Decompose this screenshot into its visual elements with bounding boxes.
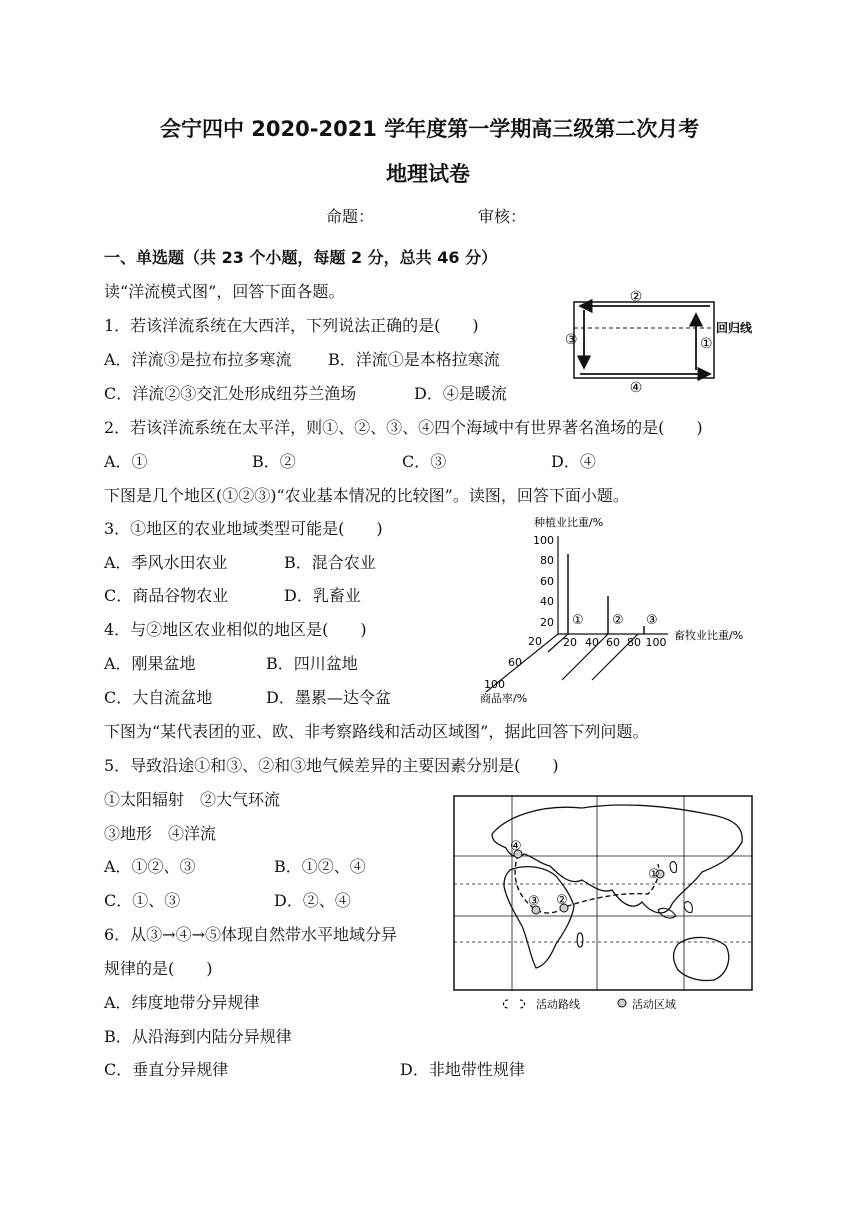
q1-stem: 1．若该洋流系统在大西洋，下列说法正确的是( ) bbox=[104, 316, 479, 335]
q5-option-b: B．①②、④ bbox=[274, 857, 366, 876]
y-tick: 20 bbox=[540, 616, 554, 629]
map-frame bbox=[454, 796, 752, 990]
page-title: 会宁四中 2020-2021 学年度第一学期高三级第二次月考 bbox=[160, 117, 700, 141]
q4-option-d: D．墨累—达令盆 bbox=[266, 688, 391, 707]
q1-option-c: C．洋流②③交汇处形成纽芬兰渔场 bbox=[104, 384, 357, 403]
q6-stem-line1: 6．从③→④→⑤体现自然带水平地域分异 bbox=[104, 925, 397, 944]
x-axis-label: 畜牧业比重/% bbox=[674, 629, 744, 642]
q5-factors-1: ①太阳辐射 ②大气环流 bbox=[104, 790, 281, 809]
q5-option-d: D．②、④ bbox=[274, 891, 351, 910]
q2-stem: 2．若该洋流系统在太平洋，则①、②、③、④四个海域中有世界著名渔场的是( ) bbox=[104, 418, 703, 437]
current-label-1: ① bbox=[700, 336, 713, 352]
area-legend-icon bbox=[618, 999, 626, 1007]
q6-option-b: B．从沿海到内陆分异规律 bbox=[104, 1027, 292, 1046]
q1-option-d: D．④是暖流 bbox=[414, 384, 507, 403]
z-tick: 60 bbox=[508, 656, 522, 669]
q6-option-c: C．垂直分异规律 bbox=[104, 1060, 229, 1079]
current-frame bbox=[574, 302, 714, 378]
ocean-current-diagram bbox=[560, 286, 770, 398]
intro-map: 下图为“某代表团的亚、欧、非考察路线和活动区域图”，据此回答下列问题。 bbox=[104, 722, 649, 741]
current-label-4: ④ bbox=[629, 380, 643, 396]
reviewer-label: 审核： bbox=[478, 207, 527, 226]
tropic-label: 回归线 bbox=[716, 321, 753, 335]
q4-stem: 4．与②地区农业相似的地区是( ) bbox=[104, 620, 367, 639]
x-tick: 80 bbox=[627, 636, 641, 649]
q5-stem: 5．导致沿途①和③、②和③地气候差异的主要因素分别是( ) bbox=[104, 756, 559, 775]
x-tick: 20 bbox=[563, 636, 577, 649]
agriculture-comparison-chart bbox=[470, 512, 770, 704]
z-tick: 100 bbox=[484, 678, 505, 691]
q1-option-b: B．洋流①是本格拉寒流 bbox=[328, 350, 500, 369]
q4-option-c: C．大自流盆地 bbox=[104, 688, 213, 707]
author-label: 命题： bbox=[326, 207, 375, 226]
island-outline bbox=[658, 908, 676, 918]
map-label-2: ② bbox=[556, 893, 568, 908]
q3-option-a: A．季风水田农业 bbox=[104, 553, 228, 572]
page-subtitle: 地理试卷 bbox=[386, 162, 470, 186]
madagascar-outline bbox=[577, 933, 583, 947]
y-tick: 100 bbox=[533, 534, 554, 547]
map-dashed-lines bbox=[454, 884, 752, 942]
q5-factors-2: ③地形 ④洋流 bbox=[104, 824, 217, 843]
q3-option-b: B．混合农业 bbox=[284, 553, 376, 572]
q4-option-b: B．四川盆地 bbox=[266, 654, 358, 673]
y-tick: 60 bbox=[540, 575, 554, 588]
point-1-label: ① bbox=[572, 613, 584, 628]
q5-option-c: C．①、③ bbox=[104, 891, 181, 910]
q6-option-d: D．非地带性规律 bbox=[400, 1060, 525, 1079]
map-label-4: ④ bbox=[510, 839, 522, 854]
map-grid bbox=[454, 796, 752, 990]
map-label-3: ③ bbox=[528, 894, 540, 909]
q2-option-c: C．③ bbox=[402, 452, 447, 471]
q6-option-a: A．纬度地带分异规律 bbox=[104, 993, 260, 1012]
route-legend-label: 活动路线 bbox=[536, 998, 580, 1011]
island-outline bbox=[684, 902, 692, 913]
route-legend-icon bbox=[504, 1000, 525, 1008]
x-tick: 40 bbox=[585, 636, 599, 649]
map-label-1: ① bbox=[648, 867, 660, 882]
x-tick: 60 bbox=[606, 636, 620, 649]
q4-option-a: A．刚果盆地 bbox=[104, 654, 196, 673]
africa-outline bbox=[504, 867, 574, 968]
y-tick: 80 bbox=[540, 554, 554, 567]
point-2-label: ② bbox=[612, 613, 624, 628]
q3-option-d: D．乳畜业 bbox=[284, 586, 361, 605]
q6-stem-line2: 规律的是( ) bbox=[104, 959, 213, 978]
point-3-label: ③ bbox=[646, 613, 658, 628]
australia-outline bbox=[674, 937, 729, 980]
q2-option-b: B．② bbox=[252, 452, 296, 471]
q3-option-c: C．商品谷物农业 bbox=[104, 586, 229, 605]
q2-option-d: D．④ bbox=[551, 452, 596, 471]
z-tick: 20 bbox=[528, 635, 542, 648]
q5-option-a: A．①②、③ bbox=[104, 857, 196, 876]
q3-stem: 3．①地区的农业地域类型可能是( ) bbox=[104, 519, 383, 538]
route-map bbox=[452, 794, 754, 1012]
current-label-3: ③ bbox=[565, 332, 578, 348]
q1-option-a: A．洋流③是拉布拉多寒流 bbox=[104, 350, 292, 369]
z-axis-label: 商品率/% bbox=[480, 692, 528, 704]
y-axis-label: 种植业比重/% bbox=[534, 516, 604, 529]
area-legend-label: 活动区域 bbox=[632, 998, 676, 1011]
x-tick: 100 bbox=[645, 636, 667, 649]
island-outline bbox=[670, 862, 677, 873]
section-heading: 一、单选题（共 23 个小题，每题 2 分，总共 46 分） bbox=[104, 248, 498, 267]
y-tick: 40 bbox=[540, 595, 554, 608]
q2-option-a: A．① bbox=[104, 452, 148, 471]
intro-agriculture: 下图是几个地区(①②③)“农业基本情况的比较图”。读图，回答下面小题。 bbox=[104, 486, 629, 505]
intro-current: 读“洋流模式图”，回答下面各题。 bbox=[104, 282, 345, 301]
current-label-2: ② bbox=[629, 289, 643, 305]
